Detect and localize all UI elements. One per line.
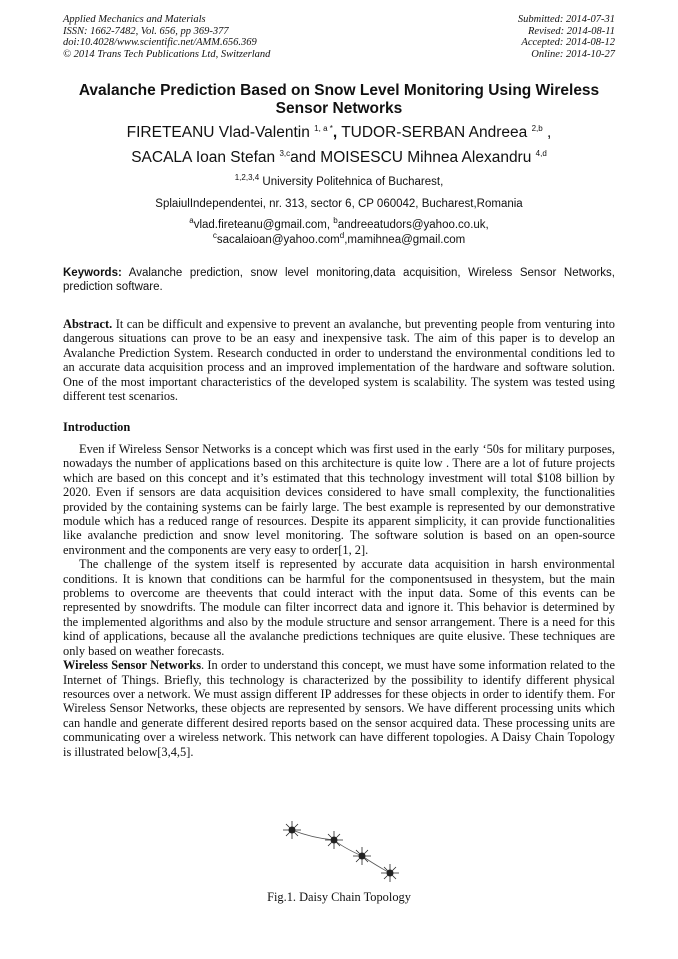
- abstract-text: It can be difficult and expensive to prevent an avalanche, but preventing people from venturing into dangerous situations can prove to be an easy and inexpensive task. The aim of this paper is to develop an Avalanche Prediction System. Research conducted in order to understand the environmental conditions led to an accurate data acquisition process and an improved implementation of the hardware and software solution. One of the most important characteristics of the developed system is scalability. The system was tested using different test scenarios.: [63, 317, 615, 404]
- author-name: SACALA Ioan Stefan: [131, 149, 276, 166]
- affiliation-address: SplaiulIndependentei, nr. 313, sector 6, CP 060042, Bucharest,Romania: [155, 198, 523, 210]
- keywords-label: Keywords:: [63, 267, 122, 279]
- author-name: FIRETEANU Vlad-Valentin: [126, 124, 310, 141]
- abstract-label: Abstract.: [63, 317, 113, 331]
- paragraph: The challenge of the system itself is represented by accurate data acquisition in harsh environmental conditions. It is known that conditions can be harmful for the componentsused in thesystem, but the main problems to overcome are theevents that could interact with the input data. Some of this events can be represented by snowdrifts. The module can filter incorrect data and ignore it. This behavior is determined by the implemented algorithms and also by the module structure and sensor arrangement. There is a need for this kind of applications, because all the avalanche predictions techniques are quite elusive. These techniques are only based on weather forecasts.: [63, 557, 615, 658]
- abstract: [63, 317, 615, 403]
- affiliation-name: University Politehnica of Bucharest,: [262, 176, 444, 188]
- publication-dates: [518, 14, 615, 60]
- date-revised: Revised: 2014-08-11: [528, 25, 615, 37]
- sensor-node-icon: [381, 864, 399, 882]
- inline-heading: Wireless Sensor Networks: [63, 658, 202, 673]
- author-name: TUDOR-SERBAN Andreea: [341, 124, 528, 141]
- journal-info: [63, 14, 270, 60]
- sensor-node-icon: [325, 831, 343, 849]
- author-line-1: FIRETEANU Vlad-Valentin $^{1, a *}$, TUDOR-SERBAN Andreea $^{2,b}$ ,: [126, 123, 552, 141]
- date-accepted: Accepted: 2014-08-12: [521, 37, 615, 49]
- page-header: [63, 14, 615, 66]
- daisy-chain-topology-diagram: [272, 818, 412, 882]
- keywords-text: Avalanche prediction, snow level monitoring,data acquisition, Wireless Sensor Networks, prediction software.: [63, 267, 616, 293]
- author-line-2: [40, 147, 638, 169]
- paper-title: Avalanche Prediction Based on Snow Level Monitoring Using Wireless Sensor Networks: [78, 82, 600, 117]
- paragraph: Wireless Sensor Networks. In order to understand this concept, we must have some information related to the Internet of Things. Briefly, this technology is characterized by the possibility to identify different physical resources over a network. We must assign different IP addresses for these objects in order to identify them. For Wireless Sensor Networks, these objects are represented by sensors. We have different processing units which can handle and generate different desired reports based on the sensor acquired data. These processing units are communicating over a wireless network. This network can have different topologies. A Daisy Chain Topology is illustrated below[3,4,5].: [63, 658, 616, 759]
- journal-name: Applied Mechanics and Materials: [63, 14, 206, 25]
- sensor-node-icon: [353, 847, 371, 865]
- date-online: Online: 2014-10-27: [531, 48, 615, 60]
- journal-issn: ISSN: 1662-7482, Vol. 656, pp 369-377: [63, 25, 229, 37]
- affiliation-emails: $^a$vlad.fireteanu@gmail.com, $^b$andreeatudors@yahoo.co.uk, $^c$sacalaioan@yahoo.com$^d$,mamihnea@gmail.com: [189, 216, 489, 246]
- sensor-node-icon: [283, 821, 301, 839]
- author-superscript: 4,d: [535, 148, 547, 158]
- email-link[interactable]: sacalaioan@yahoo.com: [216, 233, 340, 246]
- author-superscript: 1, a *: [314, 123, 333, 133]
- affiliation-superscript: 1,2,3,4: [234, 173, 260, 183]
- author-superscript: 2,b: [531, 123, 543, 133]
- email-link[interactable]: vlad.fireteanu@gmail.com,: [193, 219, 331, 231]
- introduction-body: [63, 442, 615, 759]
- date-submitted: Submitted: 2014-07-31: [517, 14, 615, 25]
- figure-caption: Fig.1. Daisy Chain Topology: [267, 890, 411, 904]
- email-link[interactable]: andreeatudors@yahoo.co.uk,: [337, 219, 489, 231]
- author-name: and MOISESCU Mihnea Alexandru: [290, 149, 532, 166]
- email-link[interactable]: ,mamihnea@gmail.com: [344, 233, 466, 246]
- paragraph: Even if Wireless Sensor Networks is a concept which was first used in the early ‘50s for military purposes, nowadays the number of applications based on this architecture is quite low . There are a lot of future projects which are based on this concept and it’s estimated that this technology investment will total $108 billion by 2020. Even if sensors are data acquisition devices considered to have small complexity, the functionalities provided by the containing systems can be fairly large. The best example is represented by our demonstrative module which has a reduced range of resources. Despite its apparent simplicity, it can provide functionalities like avalanche prediction and snow level monitoring. The software solution is based on an open-source environment and the components are very easy to order[1, 2].: [63, 442, 615, 557]
- section-heading-introduction: Introduction: [63, 420, 131, 434]
- author-superscript: 3,c: [279, 148, 291, 158]
- journal-doi: doi:10.4028/www.scientific.net/AMM.656.369: [63, 37, 257, 49]
- affiliation-university: [40, 175, 638, 189]
- journal-copyright: © 2014 Trans Tech Publications Ltd, Switzerland: [63, 48, 271, 60]
- keywords: [63, 266, 615, 294]
